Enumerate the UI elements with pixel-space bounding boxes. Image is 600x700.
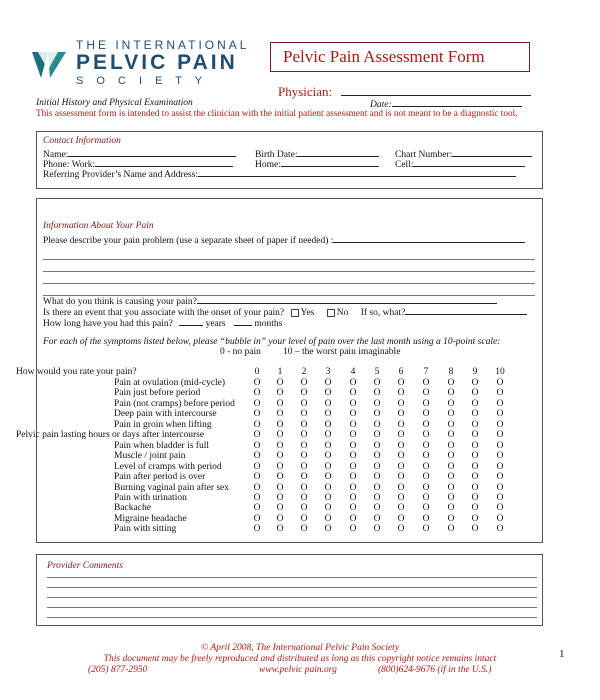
rating-bubble[interactable]: O bbox=[496, 378, 504, 388]
rating-bubble[interactable]: O bbox=[422, 482, 430, 493]
rating-bubble[interactable]: O bbox=[300, 419, 308, 430]
rating-bubble[interactable]: O bbox=[447, 451, 455, 462]
no-label: No bbox=[336, 308, 349, 318]
rating-bubble[interactable]: O bbox=[324, 503, 332, 514]
comment-line-1[interactable] bbox=[47, 577, 537, 578]
rating-bubble[interactable]: O bbox=[422, 419, 430, 430]
rating-bubble[interactable]: O bbox=[276, 482, 284, 493]
years-label: years bbox=[205, 319, 226, 329]
rating-bubble[interactable]: O bbox=[496, 430, 504, 441]
rating-bubble[interactable]: O bbox=[253, 461, 261, 472]
duration-field[interactable] bbox=[43, 316, 282, 329]
rating-bubble[interactable]: O bbox=[397, 461, 405, 472]
rating-bubble[interactable]: O bbox=[324, 451, 332, 462]
rating-bubble[interactable]: O bbox=[253, 419, 261, 430]
rating-bubble[interactable]: O bbox=[276, 409, 284, 420]
rating-bubble[interactable]: O bbox=[447, 419, 455, 430]
rating-bubble[interactable]: O bbox=[349, 482, 357, 493]
rating-bubble[interactable]: O bbox=[471, 524, 479, 535]
rating-bubble[interactable]: O bbox=[373, 461, 381, 472]
rating-bubble[interactable]: O bbox=[471, 513, 479, 524]
rating-bubble[interactable]: O bbox=[447, 524, 455, 535]
rating-bubble[interactable]: O bbox=[300, 409, 308, 420]
symptom-label: Deep pain with intercourse bbox=[114, 409, 217, 420]
rating-bubble[interactable]: O bbox=[496, 388, 504, 399]
logo-mark-icon bbox=[32, 50, 66, 80]
rating-bubble[interactable]: O bbox=[324, 482, 332, 493]
rating-bubble[interactable]: O bbox=[276, 440, 284, 451]
rating-bubble[interactable]: O bbox=[324, 378, 332, 388]
rating-bubble[interactable]: O bbox=[471, 440, 479, 451]
rating-bubble[interactable]: O bbox=[253, 398, 261, 409]
symptom-label: Muscle / joint pain bbox=[114, 451, 186, 462]
rating-bubble[interactable]: O bbox=[447, 472, 455, 483]
rating-bubble[interactable]: O bbox=[373, 492, 381, 503]
rating-bubble[interactable]: O bbox=[471, 482, 479, 493]
rating-bubble[interactable]: O bbox=[447, 398, 455, 409]
rating-bubble[interactable]: O bbox=[349, 398, 357, 409]
logo-line3: S O C I E T Y bbox=[76, 75, 208, 87]
rating-bubble[interactable]: O bbox=[324, 430, 332, 441]
rating-bubble[interactable]: O bbox=[397, 430, 405, 441]
form-title-box bbox=[270, 42, 530, 72]
scale-number: 0 bbox=[254, 367, 260, 377]
rating-bubble[interactable]: O bbox=[447, 378, 455, 388]
scale-number: 1 bbox=[277, 367, 283, 377]
rating-bubble[interactable]: O bbox=[471, 378, 479, 388]
scale-number: 3 bbox=[325, 367, 331, 377]
rating-bubble[interactable]: O bbox=[496, 440, 504, 451]
scale-no-pain: 0 - no pain bbox=[220, 347, 261, 357]
symptom-label: Pain when bladder is full bbox=[114, 440, 209, 451]
contact-section bbox=[36, 131, 543, 189]
rating-bubble[interactable]: O bbox=[397, 513, 405, 524]
rating-bubble[interactable]: O bbox=[276, 503, 284, 514]
rating-bubble[interactable]: O bbox=[349, 461, 357, 472]
footer-copyright: © April 2008, The International Pelvic Pain Society bbox=[200, 643, 400, 653]
scale-number: 8 bbox=[448, 367, 454, 377]
symptom-label: Backache bbox=[114, 503, 151, 514]
name-label: Name: bbox=[43, 150, 69, 160]
rating-bubble[interactable]: O bbox=[300, 472, 308, 483]
rating-bubble[interactable]: O bbox=[447, 388, 455, 399]
rating-bubble[interactable]: O bbox=[422, 398, 430, 409]
home-phone-label: Home: bbox=[255, 160, 281, 170]
months-input[interactable] bbox=[234, 316, 252, 326]
rating-bubble[interactable]: O bbox=[276, 524, 284, 535]
rating-bubble[interactable]: O bbox=[324, 492, 332, 503]
symptom-label: Pain after period is over bbox=[114, 472, 206, 483]
rating-bubble[interactable]: O bbox=[397, 482, 405, 493]
rating-bubble[interactable]: O bbox=[471, 388, 479, 399]
rating-bubble[interactable]: O bbox=[349, 430, 357, 441]
describe-line-3[interactable] bbox=[43, 283, 535, 284]
rating-bubble[interactable]: O bbox=[253, 492, 261, 503]
rating-bubble[interactable]: O bbox=[496, 524, 504, 535]
rating-bubble[interactable]: O bbox=[422, 472, 430, 483]
describe-line-2[interactable] bbox=[43, 271, 535, 272]
rating-bubble[interactable]: O bbox=[276, 492, 284, 503]
rating-bubble[interactable]: O bbox=[276, 419, 284, 430]
rating-bubble[interactable]: O bbox=[496, 451, 504, 462]
if-so-field[interactable] bbox=[361, 308, 528, 318]
rating-bubble[interactable]: O bbox=[447, 409, 455, 420]
form-title: Pelvic Pain Assessment Form bbox=[283, 47, 485, 66]
rating-bubble[interactable]: O bbox=[397, 503, 405, 514]
rating-bubble[interactable]: O bbox=[447, 430, 455, 441]
rating-bubble[interactable]: O bbox=[422, 461, 430, 472]
symptom-label: Pain just before period bbox=[114, 388, 201, 399]
rating-bubble[interactable]: O bbox=[253, 409, 261, 420]
rating-bubble[interactable]: O bbox=[496, 482, 504, 493]
comment-line-5[interactable] bbox=[47, 617, 537, 618]
rating-bubble[interactable]: O bbox=[276, 430, 284, 441]
rating-bubble[interactable]: O bbox=[447, 503, 455, 514]
scale-number: 6 bbox=[398, 367, 404, 377]
rating-bubble[interactable]: O bbox=[397, 409, 405, 420]
rating-bubble[interactable]: O bbox=[253, 388, 261, 399]
logo-line2: PELVIC PAIN bbox=[76, 51, 238, 74]
physician-label: Physician: bbox=[278, 84, 333, 99]
rating-bubble[interactable]: O bbox=[447, 440, 455, 451]
provider-comments-heading: Provider Comments bbox=[47, 561, 123, 571]
rating-bubble[interactable]: O bbox=[373, 482, 381, 493]
rating-bubble[interactable]: O bbox=[447, 461, 455, 472]
rating-bubble[interactable]: O bbox=[373, 388, 381, 399]
rating-bubble[interactable]: O bbox=[349, 492, 357, 503]
rating-bubble[interactable]: O bbox=[373, 513, 381, 524]
scale-number: 9 bbox=[472, 367, 478, 377]
scale-number: 7 bbox=[423, 367, 429, 377]
rating-bubble[interactable]: O bbox=[496, 398, 504, 409]
rating-bubble[interactable]: O bbox=[397, 398, 405, 409]
rating-bubble[interactable]: O bbox=[300, 482, 308, 493]
rating-bubble[interactable]: O bbox=[300, 398, 308, 409]
rating-bubble[interactable]: O bbox=[422, 524, 430, 535]
rating-bubble[interactable]: O bbox=[397, 440, 405, 451]
rating-bubble[interactable]: O bbox=[471, 419, 479, 430]
years-input[interactable] bbox=[179, 316, 203, 326]
symptom-label: Pain in groin when lifting bbox=[114, 419, 212, 430]
rating-bubble[interactable]: O bbox=[471, 451, 479, 462]
rating-bubble[interactable]: O bbox=[324, 388, 332, 399]
rating-bubble[interactable]: O bbox=[300, 513, 308, 524]
logo bbox=[32, 38, 267, 98]
rating-bubble[interactable]: O bbox=[397, 378, 405, 388]
rating-bubble[interactable]: O bbox=[471, 492, 479, 503]
rating-bubble[interactable]: O bbox=[397, 388, 405, 399]
rate-pain-label: How would you rate your pain? bbox=[16, 367, 137, 377]
initial-history: Initial History and Physical Examination bbox=[36, 98, 193, 108]
rating-bubble[interactable]: O bbox=[422, 451, 430, 462]
rating-bubble[interactable]: O bbox=[253, 451, 261, 462]
rating-bubble[interactable]: O bbox=[373, 419, 381, 430]
rating-bubble[interactable]: O bbox=[324, 409, 332, 420]
rating-bubble[interactable]: O bbox=[496, 513, 504, 524]
rating-bubble[interactable]: O bbox=[471, 503, 479, 514]
rating-bubble[interactable]: O bbox=[471, 430, 479, 441]
comment-line-4[interactable] bbox=[47, 607, 537, 608]
rating-bubble[interactable]: O bbox=[253, 378, 261, 388]
symptom-label: Pelvic pain lasting hours or days after intercourse bbox=[16, 430, 205, 441]
pain-info-heading: Information About Your Pain bbox=[43, 221, 154, 231]
page-number: 1 bbox=[559, 648, 565, 660]
duration-label: How long have you had this pain? bbox=[43, 319, 173, 329]
rating-bubble[interactable]: O bbox=[422, 409, 430, 420]
no-checkbox[interactable] bbox=[327, 309, 335, 317]
birth-date-label: Birth Date: bbox=[255, 150, 298, 160]
chart-number-label: Chart Number: bbox=[395, 150, 453, 160]
rating-bubble[interactable]: O bbox=[471, 398, 479, 409]
rating-bubble[interactable]: O bbox=[253, 482, 261, 493]
yes-checkbox[interactable] bbox=[291, 309, 299, 317]
rating-bubble[interactable]: O bbox=[349, 440, 357, 451]
rating-bubble[interactable]: O bbox=[349, 409, 357, 420]
scale-number: 10 bbox=[495, 367, 505, 377]
rating-bubble[interactable]: O bbox=[373, 398, 381, 409]
rating-bubble[interactable]: O bbox=[422, 388, 430, 399]
rating-bubble[interactable]: O bbox=[373, 378, 381, 388]
rating-bubble[interactable]: O bbox=[324, 419, 332, 430]
rating-bubble[interactable]: O bbox=[300, 440, 308, 451]
rating-bubble[interactable]: O bbox=[496, 461, 504, 472]
rating-bubble[interactable]: O bbox=[349, 451, 357, 462]
rating-bubble[interactable]: O bbox=[373, 451, 381, 462]
symptom-label: Pain with sitting bbox=[114, 524, 177, 535]
rating-bubble[interactable]: O bbox=[324, 513, 332, 524]
rating-bubble[interactable]: O bbox=[397, 472, 405, 483]
symptom-label: Pain with urination bbox=[114, 492, 187, 503]
comment-line-3[interactable] bbox=[47, 597, 537, 598]
rating-bubble[interactable]: O bbox=[300, 378, 308, 388]
rating-bubble[interactable]: O bbox=[300, 524, 308, 535]
describe-line-1[interactable] bbox=[43, 259, 535, 260]
rating-bubble[interactable]: O bbox=[422, 378, 430, 388]
rating-bubble[interactable]: O bbox=[349, 503, 357, 514]
rating-bubble[interactable]: O bbox=[253, 524, 261, 535]
rating-bubble[interactable]: O bbox=[397, 524, 405, 535]
rating-bubble[interactable]: O bbox=[496, 472, 504, 483]
rating-bubble[interactable]: O bbox=[471, 472, 479, 483]
rating-bubble[interactable]: O bbox=[349, 513, 357, 524]
footer-website[interactable]: www.pelvic pain.org bbox=[259, 665, 337, 675]
rating-bubble[interactable]: O bbox=[373, 503, 381, 514]
contact-heading: Contact Information bbox=[43, 136, 121, 146]
rating-bubble[interactable]: O bbox=[276, 398, 284, 409]
rating-bubble[interactable]: O bbox=[253, 430, 261, 441]
rating-bubble[interactable]: O bbox=[349, 524, 357, 535]
rating-bubble[interactable]: O bbox=[276, 451, 284, 462]
rating-bubble[interactable]: O bbox=[276, 388, 284, 399]
rating-bubble[interactable]: O bbox=[447, 513, 455, 524]
rating-bubble[interactable]: O bbox=[373, 472, 381, 483]
rating-bubble[interactable]: O bbox=[349, 472, 357, 483]
symptom-label: Pain at ovulation (mid-cycle) bbox=[114, 378, 226, 388]
rating-bubble[interactable]: O bbox=[471, 409, 479, 420]
rating-bubble[interactable]: O bbox=[300, 461, 308, 472]
rating-bubble[interactable]: O bbox=[373, 430, 381, 441]
date-label: Date: bbox=[370, 100, 392, 110]
rating-bubble[interactable]: O bbox=[324, 398, 332, 409]
rating-bubble[interactable]: O bbox=[422, 430, 430, 441]
rating-bubble[interactable]: O bbox=[373, 409, 381, 420]
rating-bubble[interactable]: O bbox=[300, 388, 308, 399]
scale-number: 5 bbox=[374, 367, 380, 377]
symptom-label: Level of cramps with period bbox=[114, 461, 222, 472]
months-label: months bbox=[254, 319, 283, 329]
yes-label: Yes bbox=[300, 308, 315, 318]
scale-worst-pain: 10 – the worst pain imaginable bbox=[283, 347, 401, 357]
rating-bubble[interactable]: O bbox=[349, 378, 357, 388]
onset-event-label: Is there an event that you associate with the onset of your pain? bbox=[43, 308, 285, 318]
rating-bubble[interactable]: O bbox=[253, 440, 261, 451]
rating-bubble[interactable]: O bbox=[349, 419, 357, 430]
describe-pain-field[interactable] bbox=[43, 233, 525, 246]
rating-bubble[interactable]: O bbox=[276, 472, 284, 483]
symptom-label: Pain (not cramps) before period bbox=[114, 398, 235, 409]
rating-bubble[interactable]: O bbox=[324, 461, 332, 472]
rating-bubble[interactable]: O bbox=[324, 440, 332, 451]
footer-phone: (205) 877-2950 bbox=[88, 665, 148, 675]
rating-bubble[interactable]: O bbox=[496, 409, 504, 420]
rating-bubble[interactable]: O bbox=[253, 503, 261, 514]
rating-bubble[interactable]: O bbox=[422, 503, 430, 514]
rating-bubble[interactable]: O bbox=[447, 492, 455, 503]
if-so-label: If so, what? bbox=[360, 308, 406, 318]
rating-bubble[interactable]: O bbox=[496, 419, 504, 430]
rating-bubble[interactable]: O bbox=[276, 378, 284, 388]
rating-bubble[interactable]: O bbox=[300, 451, 308, 462]
footer-notice: This document may be freely reproduced and distributed as long as this copyright notice remains intact bbox=[103, 654, 497, 664]
rating-bubble[interactable]: O bbox=[373, 524, 381, 535]
rating-bubble[interactable]: O bbox=[276, 461, 284, 472]
pain-info-section bbox=[16, 198, 543, 543]
rating-bubble[interactable]: O bbox=[300, 492, 308, 503]
work-phone-label: Phone: Work: bbox=[43, 160, 96, 170]
rating-bubble[interactable]: O bbox=[324, 472, 332, 483]
rating-bubble[interactable]: O bbox=[422, 440, 430, 451]
rating-bubble[interactable]: O bbox=[373, 440, 381, 451]
rating-bubble[interactable]: O bbox=[397, 451, 405, 462]
referring-provider-field[interactable] bbox=[43, 167, 516, 180]
rating-bubble[interactable]: O bbox=[496, 503, 504, 514]
scale-number: 4 bbox=[350, 367, 356, 377]
rating-bubble[interactable]: O bbox=[324, 524, 332, 535]
describe-pain-label: Please describe your pain problem (use a separate sheet of paper if needed) : bbox=[43, 236, 334, 246]
rating-bubble[interactable]: O bbox=[471, 461, 479, 472]
rating-bubble[interactable]: O bbox=[300, 430, 308, 441]
logo-line1: THE INTERNATIONAL bbox=[76, 38, 250, 52]
provider-comments-section bbox=[36, 554, 543, 626]
rating-bubble[interactable]: O bbox=[422, 513, 430, 524]
rating-bubble[interactable]: O bbox=[397, 492, 405, 503]
rating-bubble[interactable]: O bbox=[422, 492, 430, 503]
scale-instructions: For each of the symptoms listed below, please “bubble in” your level of pain over the last month using a 10-point scale: bbox=[43, 337, 501, 347]
cell-phone-label: Cell: bbox=[395, 160, 414, 170]
rating-bubble[interactable]: O bbox=[253, 513, 261, 524]
referring-provider-label: Referring Provider’s Name and Address: bbox=[43, 170, 198, 180]
scale-number: 2 bbox=[301, 367, 307, 377]
rating-bubble[interactable]: O bbox=[447, 482, 455, 493]
rating-bubble[interactable]: O bbox=[276, 513, 284, 524]
rating-bubble[interactable]: O bbox=[397, 419, 405, 430]
symptom-label: Migraine headache bbox=[114, 513, 187, 524]
disclaimer: This assessment form is intended to assist the clinician with the initial patient assessment and is not meant to be a diagnostic tool. bbox=[36, 109, 518, 119]
rating-bubble[interactable]: O bbox=[349, 388, 357, 399]
footer-tollfree: (800)624-9676 (if in the U.S.) bbox=[378, 665, 492, 675]
rating-bubble[interactable]: O bbox=[496, 492, 504, 503]
cause-label: What do you think is causing your pain? bbox=[43, 297, 197, 307]
comment-line-2[interactable] bbox=[47, 587, 537, 588]
symptom-label: Burning vaginal pain after sex bbox=[114, 482, 230, 493]
rating-bubble[interactable]: O bbox=[300, 503, 308, 514]
rating-bubble[interactable]: O bbox=[253, 472, 261, 483]
